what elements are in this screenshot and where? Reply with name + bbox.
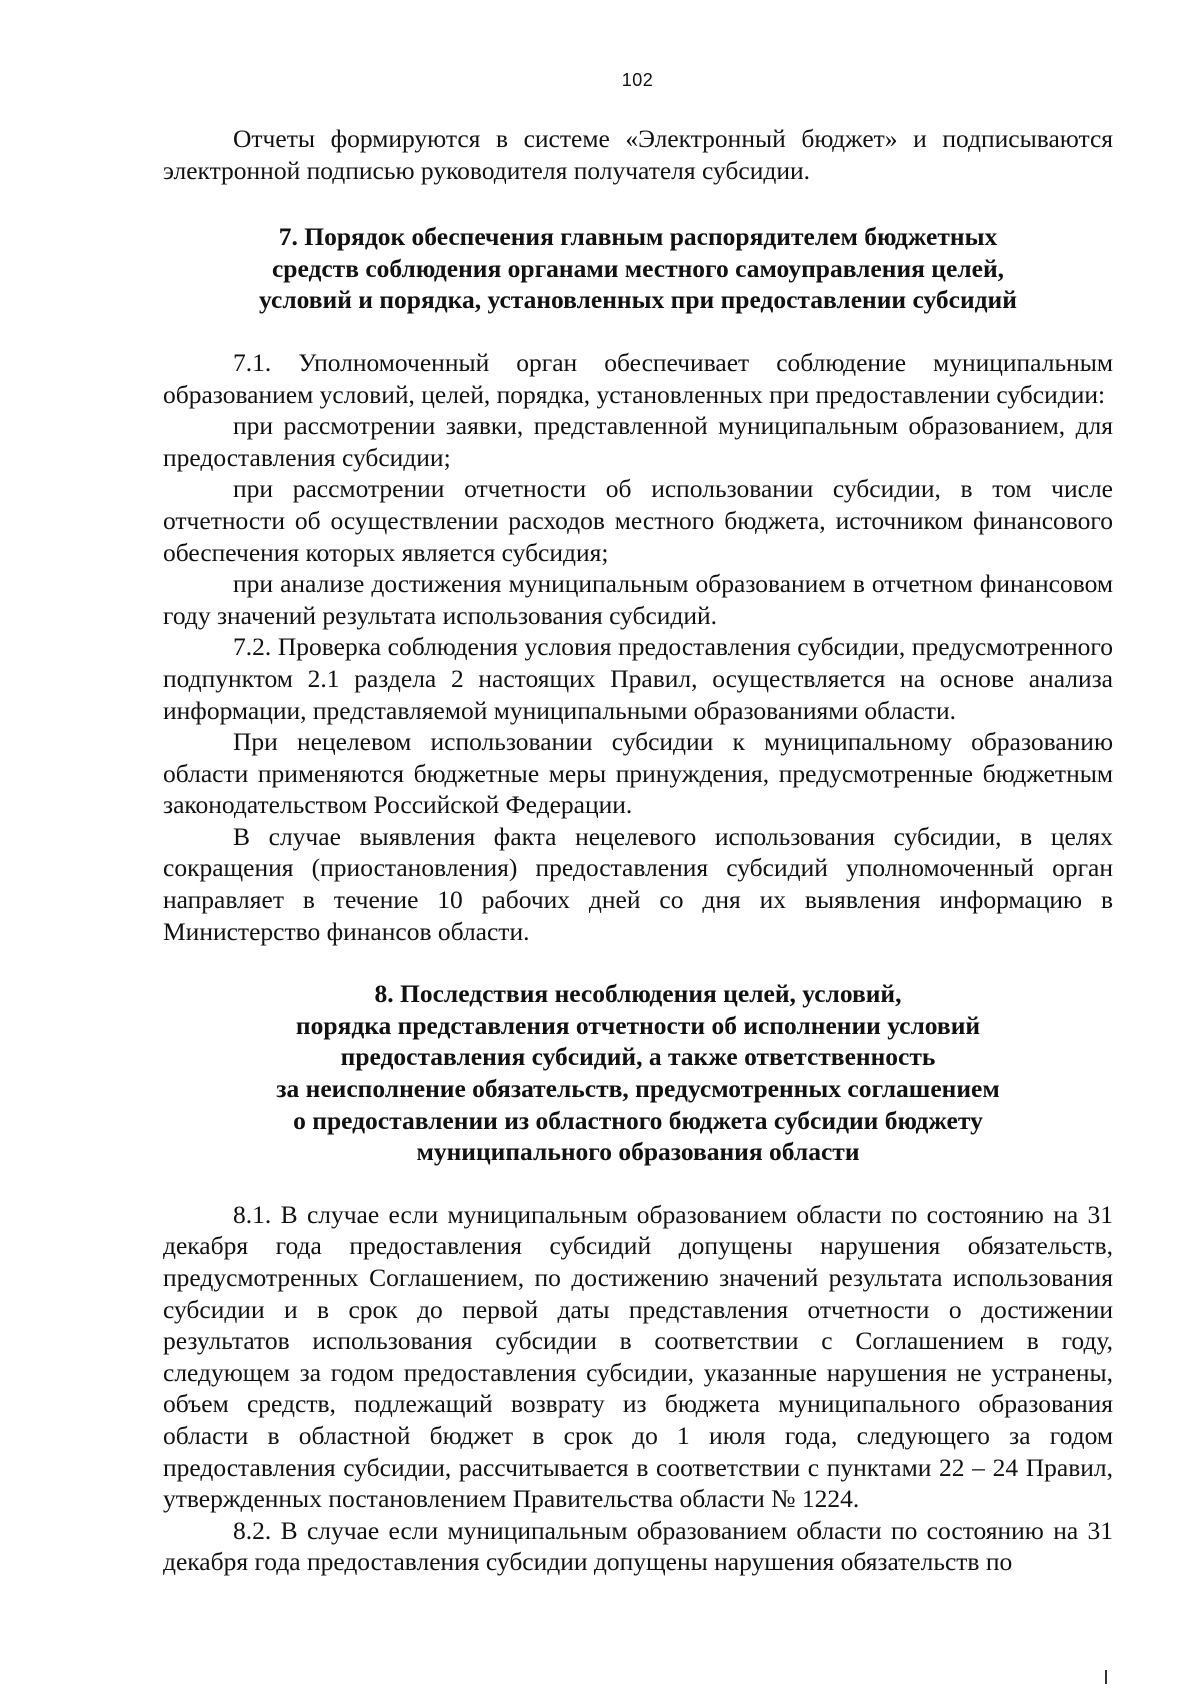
section-8-heading [163,978,1113,1168]
heading-line: 7. Порядок обеспечения главным распорядителем бюджетных [278,222,998,252]
heading-line: за неисполнение обязательств, предусмотренных соглашением [276,1074,1000,1104]
list-item-analysis: при анализе достижения муниципальным образованием в отчетном финансовом году значений результата использования субсидий. [163,569,1113,630]
heading-line: предоставления субсидий, а также ответственность [340,1042,936,1072]
list-item-reporting: при рассмотрении отчетности об использовании субсидии, в том числе отчетности об осуществлении расходов местного бюджета, источником финансового обеспечения которых является субсидия; [163,474,1113,567]
heading-line: порядка представления отчетности об исполнении условий [295,1010,981,1040]
intro-paragraph: Отчеты формируются в системе «Электронный бюджет» и подписываются электронной подписью руководителя получателя субсидии. [163,124,1113,185]
paragraph-misuse-reporting: В случае выявления факта нецелевого использования субсидии, в целях сокращения (приостановления) предоставления субсидий уполномоченный орган направляет в течение 10 рабочих дней со дня их выявления информацию в Министерство финансов области. [163,821,1113,946]
document-body [163,123,1113,1578]
heading-line: муниципального образования области [416,1137,860,1167]
paragraph-7-1: 7.1. Уполномоченный орган обеспечивает соблюдение муниципальным образованием условий, целей, порядка, установленных при предоставлении субсидии: [163,347,1113,409]
page-number: 102 [621,70,654,90]
paragraph-8-2: 8.2. В случае если муниципальным образованием области по состоянию на 31 декабря года предоставления субсидии допущены нарушения обязательств по [163,1515,1113,1577]
list-item-application: при рассмотрении заявки, представленной муниципальным образованием, для предоставления субсидии; [163,411,1113,472]
paragraph-7-2: 7.2. Проверка соблюдения условия предоставления субсидии, предусмотренного подпунктом 2.1 раздела 2 настоящих Правил, осуществляется на основе анализа информации, представляемой муниципальными образованиями области. [163,632,1113,725]
heading-line: условий и порядка, установленных при предоставлении субсидий [259,285,1017,315]
paragraph-8-1: 8.1. В случае если муниципальным образованием области по состоянию на 31 декабря года предоставления субсидий допущены нарушения обязательств, предусмотренных Соглашением, по достижению значений результата использования субсидии и в срок до первой даты представления отчетности о достижении результатов использования субсидии в соответствии с Соглашением в году, следующем за годом предоставления субсидии, указанные нарушения не устранены, объем средств, подлежащий возврату из бюджета муниципального образования области в областной бюджет в срок до 1 июля года, следующего за годом предоставления субсидии, рассчитывается в соответствии с пунктами 22 – 24 Правил, утвержденных постановлением Правительства области № 1224. [163,1199,1113,1514]
section-8-body [163,1199,1113,1578]
heading-line: средств соблюдения органами местного самоуправления целей, [271,253,1005,283]
paragraph-misuse-measures: При нецелевом использовании субсидии к муниципальному образованию области применяются бюджетные меры принуждения, предусмотренные бюджетным законодательством Российской Федерации. [163,727,1113,820]
heading-line: о предоставлении из областного бюджета субсидии бюджету [293,1105,983,1135]
heading-line: 8. Последствия несоблюдения целей, условий, [374,979,902,1009]
section-7-body [163,347,1113,947]
scan-binding-mark [1105,1670,1107,1684]
section-7-heading [163,221,1113,316]
